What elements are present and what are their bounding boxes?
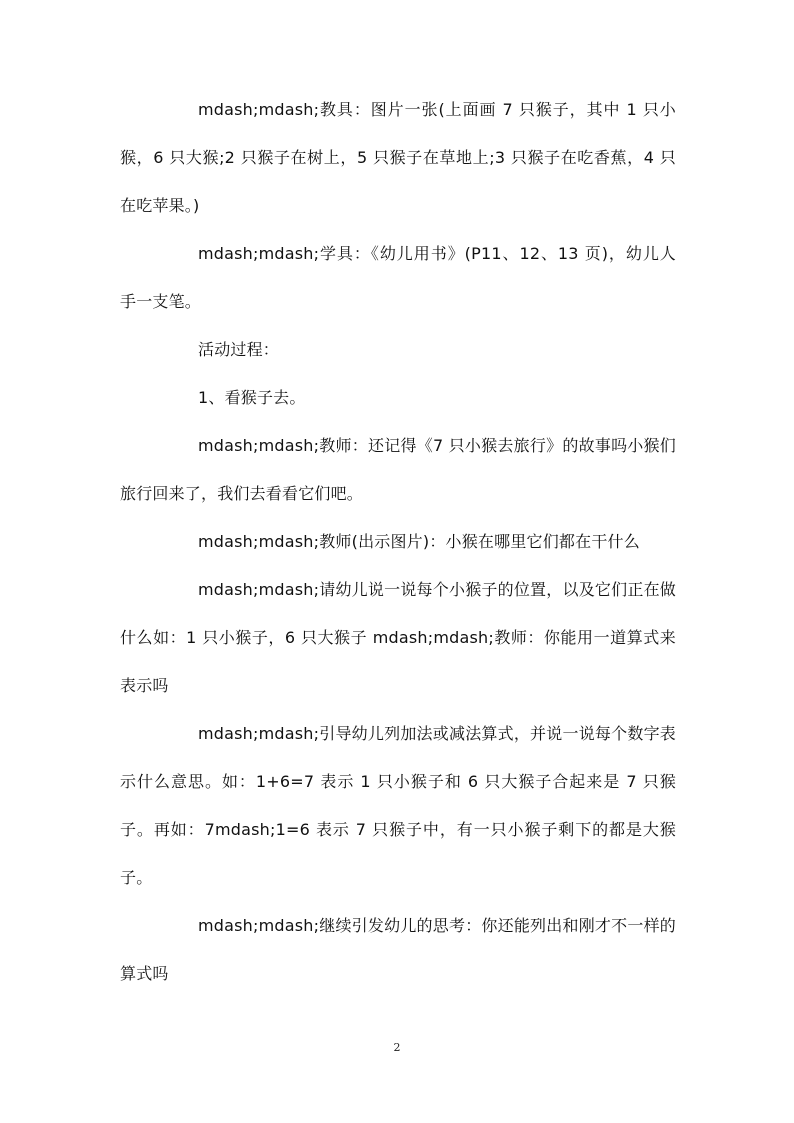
paragraph-learning-tools: mdash;mdash;学具：《幼儿用书》(P11、12、13 页)，幼儿人手一支笔。 xyxy=(120,244,676,311)
page-number: 2 xyxy=(393,1041,401,1054)
paragraph-teacher-show-picture: mdash;mdash;教师(出示图片)：小猴在哪里它们都在干什么 xyxy=(198,532,640,551)
paragraph-step-1-heading: 1、看猴子去。 xyxy=(198,388,306,407)
paragraph-teacher-story: mdash;mdash;教师：还记得《7 只小猴去旅行》的故事吗小猴们旅行回来了，我们去看看它们吧。 xyxy=(120,436,676,503)
paragraph-teaching-aids: mdash;mdash;教具：图片一张(上面画 7 只猴子，其中 1 只小猴，6 只大猴;2 只猴子在树上，5 只猴子在草地上;3 只猴子在吃香蕉，4 只在吃苹果。) xyxy=(120,100,676,215)
paragraph-guide-equations: mdash;mdash;引导幼儿列加法或减法算式，并说一说每个数字表示什么意思。如：1+6=7 表示 1 只小猴子和 6 只大猴子合起来是 7 只猴子。再如：7mdash;1=6 表示 7 只猴子中，有一只小猴子剩下的都是大猴子。 xyxy=(120,724,676,887)
paragraph-continue-thinking: mdash;mdash;继续引发幼儿的思考：你还能列出和刚才不一样的算式吗 xyxy=(120,916,676,983)
document-body xyxy=(120,86,676,998)
paragraph-children-describe: mdash;mdash;请幼儿说一说每个小猴子的位置，以及它们正在做什么如：1 只小猴子，6 只大猴子 mdash;mdash;教师：你能用一道算式来表示吗 xyxy=(120,580,676,695)
paragraph-activity-process-heading: 活动过程： xyxy=(198,340,280,359)
